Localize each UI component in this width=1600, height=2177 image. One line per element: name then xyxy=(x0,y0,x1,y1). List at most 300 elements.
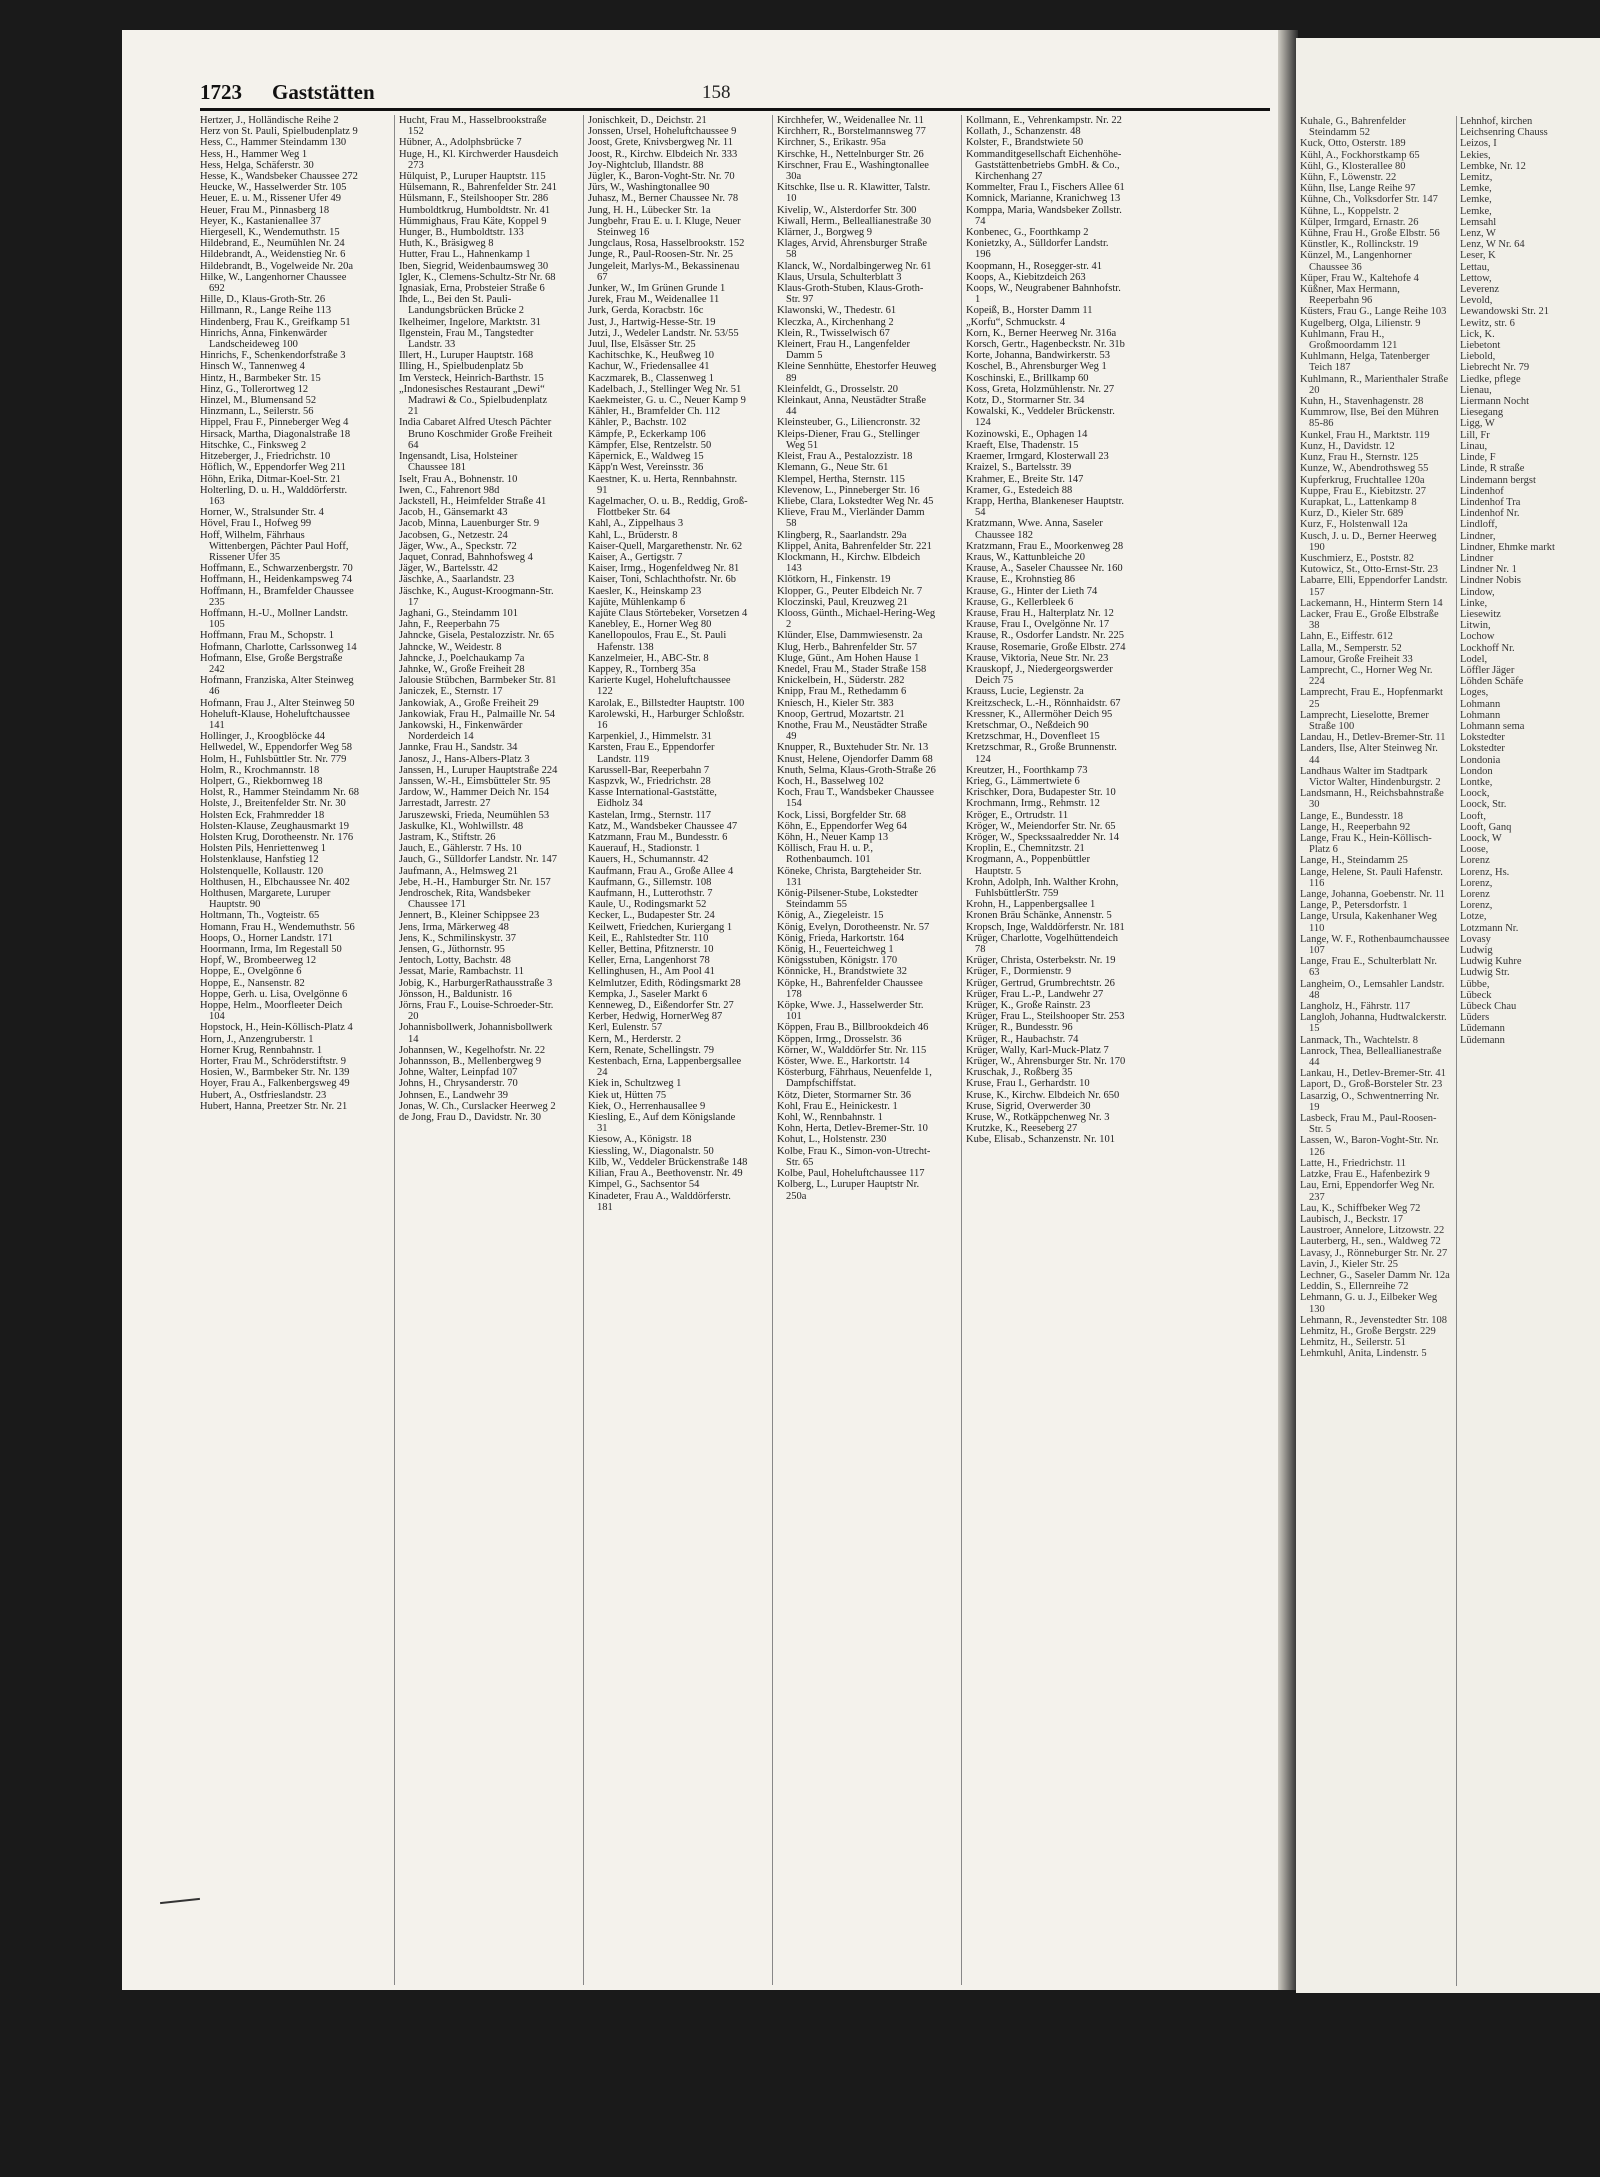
directory-entry: Lindner Nobis xyxy=(1460,575,1521,587)
directory-entry: Karpenkiel, J., Himmelstr. 31 xyxy=(588,731,712,743)
directory-entry: Köppen, Frau B., Billbrookdeich 46 xyxy=(777,1022,929,1034)
directory-entry: Krüger, Charlotte, Vogelhüttendeich 78 xyxy=(966,932,1118,956)
directory-entry: Liesewitz xyxy=(1460,608,1501,620)
directory-entry: König, Frieda, Harkortstr. 164 xyxy=(777,932,905,944)
directory-entry: Lavin, J., Kieler Str. 25 xyxy=(1300,1258,1398,1270)
directory-entry: Lamprecht, C., Horner Weg Nr. 224 xyxy=(1300,664,1433,688)
directory-entry: Klemann, G., Neue Str. 61 xyxy=(777,462,889,474)
directory-entry: Langholz, H., Fährstr. 117 xyxy=(1300,1001,1411,1013)
directory-entry: Kruse, Frau I., Gerhardstr. 10 xyxy=(966,1078,1090,1090)
directory-entry: Liebetont xyxy=(1460,340,1501,352)
directory-entry: Kern, M., Herderstr. 2 xyxy=(588,1033,682,1045)
directory-entry: Klein, R., Twisselwisch 67 xyxy=(777,327,890,339)
directory-entry: Illert, H., Luruper Hauptstr. 168 xyxy=(399,350,534,362)
directory-entry: Kohut, L., Holstenstr. 230 xyxy=(777,1134,887,1146)
directory-entry: Lange, Johanna, Goebenstr. Nr. 11 xyxy=(1300,889,1445,901)
directory-entry: Lau, K., Schiffbeker Weg 72 xyxy=(1300,1202,1421,1214)
directory-entry: Lohmann sema xyxy=(1460,720,1525,732)
directory-entry: Ignasiak, Erna, Probsteier Straße 6 xyxy=(399,283,545,295)
directory-entry: Laustroer, Annelore, Litzowstr. 22 xyxy=(1300,1225,1445,1237)
page-gutter xyxy=(1278,30,1298,1990)
directory-entry: Lokstedter xyxy=(1460,732,1505,744)
directory-entry: Humboldtkrug, Humboldtstr. Nr. 41 xyxy=(399,204,551,216)
directory-entry: Lange, Helene, St. Pauli Hafenstr. 116 xyxy=(1300,866,1443,889)
directory-entry: Liermann Nocht xyxy=(1460,396,1530,408)
directory-entry: Lehmann, R., Jevenstedter Str. 108 xyxy=(1300,1314,1447,1326)
directory-entry: Kanebley, E., Horner Weg 80 xyxy=(588,619,712,631)
directory-entry: Jahncke, W., Weidestr. 8 xyxy=(399,641,502,653)
page-header xyxy=(200,80,1270,106)
directory-entry: Kerl, Eulenstr. 57 xyxy=(588,1022,663,1034)
directory-entry: Jankowski, H., Finkenwärder Norderdeich 14 xyxy=(399,719,523,743)
directory-entry: Hess, C., Hammer Steindamm 130 xyxy=(200,137,347,149)
directory-entry: Hubert, A., Ostfrieslandstr. 23 xyxy=(200,1089,327,1101)
directory-entry: Loock, xyxy=(1460,788,1490,800)
directory-entry: Lavasy, J., Rönneburger Str. Nr. 27 xyxy=(1300,1247,1448,1259)
directory-entry: Kupferkrug, Fruchtallee 120a xyxy=(1300,474,1425,486)
directory-entry: Künstler, K., Rollinckstr. 19 xyxy=(1300,239,1419,251)
directory-entry: Lenz, W xyxy=(1460,228,1496,240)
directory-entry: Kaspzvk, W., Friedrichstr. 28 xyxy=(588,775,711,787)
directory-entry: Kuschmierz, E., Poststr. 82 xyxy=(1300,552,1415,564)
directory-entry: Joost, Grete, Knivsbergweg Nr. 11 xyxy=(588,137,733,149)
directory-entry: Kraemer, Irmgard, Klosterwall 23 xyxy=(966,451,1109,463)
directory-entry: König-Pilsener-Stube, Lokstedter Steindamm 55 xyxy=(777,888,918,911)
directory-entry: Kahl, A., Zippelhaus 3 xyxy=(588,518,684,530)
directory-entry: Lange, Frau K., Hein-Köllisch-Platz 6 xyxy=(1300,833,1432,856)
directory-entry: Lamour, Große Freiheit 33 xyxy=(1300,653,1413,665)
directory-entry: Lohmann xyxy=(1460,698,1501,710)
directory-entry: Kolster, F., Brandstwiete 50 xyxy=(966,137,1084,149)
directory-entry: Köhn, E., Eppendorfer Weg 64 xyxy=(777,820,907,832)
directory-entry: Klärner, J., Borgweg 9 xyxy=(777,227,873,239)
directory-entry: Königsstuben, Königstr. 170 xyxy=(777,955,898,967)
directory-entry: Junker, W., Im Grünen Grunde 1 xyxy=(588,283,726,295)
directory-entry: Lehmann, G. u. J., Eilbeker Weg 130 xyxy=(1300,1292,1438,1315)
directory-entry: Kraizel, S., Bartelsstr. 39 xyxy=(966,462,1072,474)
directory-entry: Lemke, xyxy=(1460,194,1492,206)
directory-entry: Kunze, W., Abendrothsweg 55 xyxy=(1300,463,1429,475)
directory-entry: Jobig, K., HarburgerRathausstraße 3 xyxy=(399,977,553,989)
directory-entry: Iben, Siegrid, Weidenbaumsweg 30 xyxy=(399,260,549,272)
directory-entry: Kloczinski, Paul, Kreuzweg 21 xyxy=(777,596,908,608)
directory-entry: Johns, H., Chrysanderstr. 70 xyxy=(399,1078,518,1090)
directory-entry: Heyer, K., Kastanienallee 37 xyxy=(200,215,321,227)
directory-entry: Krause, A., Saseler Chaussee Nr. 160 xyxy=(966,563,1123,575)
directory-entry: Jaufmann, A., Helmsweg 21 xyxy=(399,865,518,877)
directory-entry: Jaruszewski, Frieda, Neumühlen 53 xyxy=(399,809,550,821)
directory-entry: Hülsmann, F., Steilshooper Str. 286 xyxy=(399,193,549,205)
directory-entry: Lorenz xyxy=(1460,855,1490,867)
directory-entry: Lemke, xyxy=(1460,205,1492,217)
directory-entry: Keller, Erna, Langenhorst 78 xyxy=(588,955,710,967)
directory-entry: Kachur, W., Friedensallee 41 xyxy=(588,361,710,373)
directory-entry: Jardow, W., Hammer Deich Nr. 154 xyxy=(399,787,550,799)
directory-entry: Jensen, G., Jüthornstr. 95 xyxy=(399,944,505,956)
directory-entry: Holsten Pils, Henriettenweg 1 xyxy=(200,843,326,855)
directory-entry: Kajüte Claus Störtebeker, Vorsetzen 4 xyxy=(588,607,748,619)
directory-entry: Lindner Nr. 1 xyxy=(1460,564,1517,576)
directory-entry: Lamprecht, Frau E., Hopfenmarkt 25 xyxy=(1300,687,1443,710)
directory-entry: Linau, xyxy=(1460,440,1488,452)
directory-entry: Krüger, Gertrud, Grumbrechtstr. 26 xyxy=(966,977,1115,989)
directory-entry: Holterling, D. u. H., Walddörferstr. 163 xyxy=(200,484,348,507)
directory-entry: Jäger, Ww., A., Speckstr. 72 xyxy=(399,540,517,552)
directory-entry: Kiesow, A., Königstr. 18 xyxy=(588,1134,692,1146)
directory-entry: Jessat, Marie, Rambachstr. 11 xyxy=(399,966,525,978)
directory-entry: Löhden Schäfe xyxy=(1460,676,1524,688)
directory-entry: Hopf, W., Brombeerweg 12 xyxy=(200,955,317,967)
directory-entry: Kruse, Sigrid, Overwerder 30 xyxy=(966,1100,1091,1112)
directory-entry: Kaiser, Toni, Schlachthofstr. Nr. 6b xyxy=(588,574,736,586)
directory-entry: Lassen, W., Baron-Voght-Str. Nr. 126 xyxy=(1300,1135,1439,1158)
directory-entry: Kaufmann, H., Lutterothstr. 7 xyxy=(588,888,713,900)
directory-entry: Liebrecht Nr. 79 xyxy=(1460,362,1530,374)
directory-entry: Lanmack, Th., Wachtelstr. 8 xyxy=(1300,1034,1419,1046)
directory-entry: Lanrock, Thea, Belleallianestraße 44 xyxy=(1300,1045,1442,1069)
directory-entry: Landsmann, H., Reichsbahnstraße 30 xyxy=(1300,788,1444,811)
directory-entry: Hitschke, C., Finksweg 2 xyxy=(200,439,307,451)
directory-entry: Kaule, U., Rodingsmarkt 52 xyxy=(588,899,707,911)
directory-entry: Jaghani, G., Steindamm 101 xyxy=(399,607,518,619)
directory-entry: London xyxy=(1460,765,1493,777)
right-column-1 xyxy=(1300,116,1450,1986)
directory-entry: Jurk, Gerda, Koracbstr. 16c xyxy=(588,305,704,317)
directory-entry: Kilian, Frau A., Beethovenstr. Nr. 49 xyxy=(588,1168,743,1180)
directory-entry: Holste, J., Breitenfelder Str. Nr. 30 xyxy=(200,798,346,810)
directory-entry: Jarrestadt, Jarrestr. 27 xyxy=(399,798,491,810)
directory-entry: Kaiser, A., Gertigstr. 7 xyxy=(588,551,683,563)
directory-entry: Kahl, L., Brüderstr. 8 xyxy=(588,529,678,541)
directory-entry: Holm, H., Fuhlsbüttler Str. Nr. 779 xyxy=(200,753,347,765)
directory-entry: Hertzer, J., Holländische Reihe 2 xyxy=(200,115,339,126)
directory-entry: Lange, Ursula, Kakenhaner Weg 110 xyxy=(1300,911,1437,934)
directory-entry: Kruschak, J., Roßberg 35 xyxy=(966,1067,1073,1079)
section-title: Gaststätten xyxy=(272,80,375,104)
directory-entry: Kunz, Frau H., Sternstr. 125 xyxy=(1300,452,1419,464)
directory-entry: Horner Krug, Rennbahnstr. 1 xyxy=(200,1044,323,1056)
directory-entry: Krüger, F., Dormienstr. 9 xyxy=(966,966,1072,978)
directory-entry: Kirchner, S., Erikastr. 95a xyxy=(777,137,886,149)
directory-entry: Höhn, Erika, Ditmar-Koel-Str. 21 xyxy=(200,473,341,485)
directory-entry: Lekies, xyxy=(1460,149,1491,161)
directory-entry: Küsters, Frau G., Lange Reihe 103 xyxy=(1300,306,1447,318)
directory-entry: Klötkorn, H., Finkenstr. 19 xyxy=(777,574,891,586)
directory-entry: Konbenec, G., Foorthkamp 2 xyxy=(966,227,1089,239)
directory-entry: Krüger, Christa, Osterbekstr. Nr. 19 xyxy=(966,955,1116,967)
directory-entry: Lamprecht, Lieselotte, Bremer Straße 100 xyxy=(1300,709,1429,732)
directory-entry: Klaus-Groth-Stuben, Klaus-Groth-Str. 97 xyxy=(777,283,924,306)
directory-entry: Hövel, Frau I., Hofweg 99 xyxy=(200,518,312,530)
directory-entry: Jauch, E., Gählerstr. 7 Hs. 10 xyxy=(399,843,522,855)
directory-entry: Kaiser-Quell, Margarethenstr. Nr. 62 xyxy=(588,540,743,552)
directory-entry: Latte, H., Friedrichstr. 11 xyxy=(1300,1157,1407,1169)
directory-entry: Hubert, Hanna, Preetzer Str. Nr. 21 xyxy=(200,1100,348,1112)
directory-entry: Lindner, Ehmke markt xyxy=(1460,541,1555,553)
directory-entry: Kühne, Frau H., Große Elbstr. 56 xyxy=(1300,228,1440,240)
directory-entry: Kuhlmann, Frau H., Großmoordamm 121 xyxy=(1300,328,1398,352)
directory-entry: Leddin, S., Ellernreihe 72 xyxy=(1300,1281,1409,1293)
directory-entry: Igler, K., Clemens-Schultz-Str Nr. 68 xyxy=(399,271,556,283)
directory-entry: Jentoch, Lotty, Bachstr. 48 xyxy=(399,955,511,967)
directory-entry: Kurz, F., Holstenwall 12a xyxy=(1300,519,1408,531)
directory-entry: Katzmann, Frau M., Bundesstr. 6 xyxy=(588,832,728,843)
directory-entry: Jauch, G., Sülldorfer Landstr. Nr. 147 xyxy=(399,854,558,866)
directory-entry: Jungbehr, Frau E. u. I. Kluge, Neuer Steinweg 16 xyxy=(588,215,741,239)
directory-entry: Kiesling, E., Auf dem Königslande 31 xyxy=(588,1112,736,1135)
directory-entry: Lovasy xyxy=(1460,933,1491,945)
directory-entry: Kugelberg, Olga, Lilienstr. 9 xyxy=(1300,317,1421,329)
directory-entry: Kaufmann, Frau A., Große Allee 4 xyxy=(588,865,734,877)
directory-entry: Holthusen, H., Elbchaussee Nr. 402 xyxy=(200,876,350,888)
directory-entry: Klingberg, R., Saarlandstr. 29a xyxy=(777,529,907,541)
directory-entry: Ludwig Kuhre xyxy=(1460,956,1522,968)
directory-entry: Köster, Wwe. E., Harkortstr. 14 xyxy=(777,1056,910,1068)
directory-entry: Krüger, R., Bundesstr. 96 xyxy=(966,1022,1073,1034)
directory-entry: Kleips-Diener, Frau G., Stellinger Weg 51 xyxy=(777,428,920,451)
directory-entry: Lettow, xyxy=(1460,272,1492,284)
directory-entry: Klages, Arvid, Ahrensburger Straße 58 xyxy=(777,238,927,261)
directory-entry: Junge, R., Paul-Roosen-Str. Nr. 25 xyxy=(588,249,733,261)
directory-entry: Lill, Fr xyxy=(1460,429,1490,441)
directory-entry: Heucke, W., Hasselwerder Str. 105 xyxy=(200,182,347,194)
directory-entry: Lick, K. xyxy=(1460,328,1495,340)
directory-entry: Kühne, Ch., Volksdorfer Str. 147 xyxy=(1300,194,1438,206)
directory-entry: Hoyer, Frau A., Falkenbergsweg 49 xyxy=(200,1078,350,1090)
directory-entry: Im Versteck, Heinrich-Barthstr. 15 xyxy=(399,372,544,384)
directory-entry: Hellwedel, W., Eppendorfer Weg 58 xyxy=(200,742,353,754)
directory-entry: Lehmitz, H., Große Bergstr. 229 xyxy=(1300,1325,1436,1337)
directory-entry: Hoppe, E., Nansenstr. 82 xyxy=(200,977,305,989)
directory-entry: König, A., Ziegeleistr. 15 xyxy=(777,910,884,922)
directory-entry: Kanzelmeier, H., ABC-Str. 8 xyxy=(588,652,709,664)
directory-entry: Lorenz, xyxy=(1460,877,1493,889)
directory-entry: Klug, Herb., Bahrenfelder Str. 57 xyxy=(777,641,917,653)
directory-entry: Janssen, W.-H., Eimsbütteler Str. 95 xyxy=(399,775,551,787)
page-number: 1723 xyxy=(200,80,242,104)
directory-entry: Ilgenstein, Frau M., Tangstedter Landstr. 33 xyxy=(399,327,534,351)
directory-entry: Kagelmacher, O. u. B., Reddig, Groß-Flottbeker Str. 64 xyxy=(588,495,748,519)
directory-entry: Ihde, L., Bei den St. Pauli-Landungsbrücken Brücke 2 xyxy=(399,294,525,317)
directory-entry: Löffler Jäger xyxy=(1460,664,1515,676)
directory-entry: Krutzke, K., Reeseberg 27 xyxy=(966,1123,1078,1135)
directory-entry: Kurapkat, L., Lattenkamp 8 xyxy=(1300,496,1417,508)
directory-entry: Kniesch, H., Kieler Str. 383 xyxy=(777,697,894,709)
directory-entry: Hosien, W., Barmbeker Str. Nr. 139 xyxy=(200,1067,350,1079)
directory-entry: Kraus, W., Kattunbleiche 20 xyxy=(966,551,1085,563)
directory-entry: Jurek, Frau M., Weidenallee 11 xyxy=(588,294,720,306)
directory-entry: Hoffmann, E., Schwarzenbergstr. 70 xyxy=(200,563,353,575)
directory-entry: Kommanditgesellschaft Eichenhöhe-Gaststättenbetriebs GmbH. & Co., Kirchenhang 27 xyxy=(966,148,1122,183)
directory-entry: Krochmann, Irmg., Rehmstr. 12 xyxy=(966,798,1100,810)
directory-entry: Lettau, xyxy=(1460,261,1490,273)
directory-entry: Horner, W., Stralsunder Str. 4 xyxy=(200,507,324,519)
directory-entry: Köhn, H., Neuer Kamp 13 xyxy=(777,832,889,843)
directory-entry: Johnsen, E., Landwehr 39 xyxy=(399,1089,509,1101)
directory-entry: Lange, P., Petersdorfstr. 1 xyxy=(1300,900,1408,912)
directory-entry: Holm, R., Krochmannstr. 18 xyxy=(200,764,320,776)
directory-entry: Krüger, W., Ahrensburger Str. Nr. 170 xyxy=(966,1056,1126,1068)
directory-entry: Keller, Bettina, Pfitznerstr. 10 xyxy=(588,944,714,956)
directory-entry: Litwin, xyxy=(1460,620,1491,632)
directory-entry: Krause, G., Hinter der Lieth 74 xyxy=(966,585,1098,597)
directory-entry: Kanellopoulos, Frau E., St. Pauli Hafenstr. 138 xyxy=(588,630,727,653)
directory-entry: Jalousie Stübchen, Barmbeker Str. 81 xyxy=(399,675,557,687)
directory-entry: Ingensandt, Lisa, Holsteiner Chaussee 181 xyxy=(399,451,518,474)
directory-entry: Hoffmann, H., Heidenkampsweg 74 xyxy=(200,574,353,586)
directory-entry: Krause, Viktoria, Neue Str. Nr. 23 xyxy=(966,652,1109,664)
directory-entry: Ikelheimer, Ingelore, Marktstr. 31 xyxy=(399,316,541,328)
directory-entry: Jahncke, Gisela, Pestalozzistr. Nr. 65 xyxy=(399,630,555,642)
directory-entry: Kreutzer, H., Foorthkamp 73 xyxy=(966,764,1088,776)
directory-entry: Lehmitz, H., Seilerstr. 51 xyxy=(1300,1337,1406,1349)
directory-entry: Lechner, G., Saseler Damm Nr. 12a xyxy=(1300,1269,1450,1281)
directory-entry: Langheim, O., Lemsahler Landstr. 48 xyxy=(1300,978,1445,1001)
directory-entry: Juhasz, M., Berner Chaussee Nr. 78 xyxy=(588,193,739,205)
directory-entry: Krahmer, E., Breite Str. 147 xyxy=(966,473,1084,485)
directory-entry: Lohmann xyxy=(1460,709,1501,721)
directory-entry: Jügler, K., Baron-Voght-Str. Nr. 70 xyxy=(588,171,735,183)
directory-entry: Hillmann, R., Lange Reihe 113 xyxy=(200,305,332,317)
directory-entry: Lauterberg, H., sen., Waldweg 72 xyxy=(1300,1236,1441,1248)
directory-entry: Kiessling, W., Diagonalstr. 50 xyxy=(588,1145,714,1157)
directory-entry: Knupper, R., Buxtehuder Str. Nr. 13 xyxy=(777,742,929,754)
directory-entry: Kunz, H., Davidstr. 12 xyxy=(1300,440,1395,452)
directory-entry: Hess, Helga, Schäferstr. 30 xyxy=(200,159,314,171)
right-page xyxy=(1296,38,1600,1993)
directory-entry: Hoff, Wilhelm, Fährhaus Wittenbergen, Pächter Paul Hoff, Rissener Ufer 35 xyxy=(200,529,349,563)
directory-entry: Laubisch, J., Beckstr. 17 xyxy=(1300,1213,1403,1225)
directory-entry: Lorenz xyxy=(1460,889,1490,901)
directory-entry: Jens, K., Schmilinskystr. 37 xyxy=(399,932,516,944)
directory-entry: Külper, Irmgard, Ernastr. 26 xyxy=(1300,216,1419,228)
directory-entry: Kressner, K., Allermöher Deich 95 xyxy=(966,708,1113,720)
directory-entry: Kröger, W., Meiendorfer Str. Nr. 65 xyxy=(966,820,1116,832)
directory-entry: Johannsson, B., Mellenbergweg 9 xyxy=(399,1056,542,1068)
directory-entry: Knuth, Selma, Klaus-Groth-Straße 26 xyxy=(777,764,936,776)
directory-entry: Höflich, W., Eppendorfer Weg 211 xyxy=(200,462,346,474)
directory-entry: Holstenklause, Hanfstieg 12 xyxy=(200,854,319,866)
directory-entry: Knoop, Gertrud, Mozartstr. 21 xyxy=(777,708,905,720)
directory-entry: Kastelan, Irmg., Sternstr. 117 xyxy=(588,809,711,821)
directory-entry: Krauss, Lucie, Legienstr. 2a xyxy=(966,686,1084,698)
directory-entry: Lochow xyxy=(1460,631,1495,643)
directory-entry: Ludwig Str. xyxy=(1460,967,1510,979)
directory-entry: Johannisbollwerk, Johannisbollwerk 14 xyxy=(399,1022,553,1045)
directory-entry: Jahnke, W., Große Freiheit 28 xyxy=(399,663,525,675)
directory-entry: Hesse, K., Wandsbeker Chaussee 272 xyxy=(200,171,358,183)
directory-entry: Hoffmann, H.-U., Mollner Landstr. 105 xyxy=(200,607,348,631)
directory-entry: Liesegang xyxy=(1460,407,1504,419)
directory-entry: Labarre, Elli, Eppendorfer Landstr. 157 xyxy=(1300,575,1448,598)
directory-entry: Lankau, H., Detlev-Bremer-Str. 41 xyxy=(1300,1068,1446,1080)
directory-entry: Kurz, D., Kieler Str. 689 xyxy=(1300,508,1404,520)
column-2 xyxy=(394,115,559,1985)
directory-entry: Jungclaus, Rosa, Hasselbrookstr. 152 xyxy=(588,238,745,250)
directory-entry: Klockmann, H., Kirchw. Elbdeich 143 xyxy=(777,551,921,575)
directory-entry: Latzke, Frau E., Hafenbezirk 9 xyxy=(1300,1169,1430,1181)
directory-entry: Koops, W., Neugrabener Bahnhofstr. 1 xyxy=(966,283,1121,306)
directory-entry: Landau, H., Detlev-Bremer-Str. 11 xyxy=(1300,732,1446,744)
directory-entry: Kozinowski, E., Ophagen 14 xyxy=(966,428,1088,440)
directory-entry: Kluge, Günt., Am Hohen Hause 1 xyxy=(777,652,920,664)
directory-entry: Holsten-Klause, Zeughausmarkt 19 xyxy=(200,820,350,832)
directory-entry: Looft, Ganq xyxy=(1460,821,1512,833)
directory-entry: Hildebrandt, B., Vogelweide Nr. 20a xyxy=(200,260,354,272)
directory-entry: Karsten, Frau E., Eppendorfer Landstr. 119 xyxy=(588,742,715,765)
directory-entry: Krüger, Wally, Karl-Muck-Platz 7 xyxy=(966,1044,1109,1056)
directory-entry: Iselt, Frau A., Bohnenstr. 10 xyxy=(399,473,518,485)
directory-entry: Lewandowski Str. 21 xyxy=(1460,306,1549,318)
directory-entry: Jebe, H.-H., Hamburger Str. Nr. 157 xyxy=(399,876,551,888)
header-middle-number: 158 xyxy=(702,82,731,103)
directory-entry: Koss, Greta, Holzmühlenstr. Nr. 27 xyxy=(966,383,1115,395)
directory-entry: Jürs, W., Washingtonallee 90 xyxy=(588,182,710,194)
directory-entry: Hinzmann, L., Seilerstr. 56 xyxy=(200,406,314,418)
directory-entry: Kecker, L., Budapester Str. 24 xyxy=(588,910,715,922)
directory-entry: Hutter, Frau L., Hahnenkamp 1 xyxy=(399,249,531,261)
directory-entry: Kühl, G., Klosterallee 80 xyxy=(1300,160,1406,172)
directory-entry: Kleist, Frau A., Pestalozzistr. 18 xyxy=(777,451,913,463)
directory-entry: Hiergesell, K., Wendemuthstr. 15 xyxy=(200,227,340,239)
directory-entry: Käpernick, E., Waldweg 15 xyxy=(588,451,704,463)
directory-entry: Kaczmarek, B., Classenweg 1 xyxy=(588,372,714,384)
directory-entry: Kratzmann, Wwe. Anna, Saseler Chaussee 182 xyxy=(966,518,1103,541)
directory-entry: Holstenquelle, Kollaustr. 120 xyxy=(200,865,324,877)
directory-entry: Kliebe, Clara, Lokstedter Weg Nr. 45 xyxy=(777,495,934,507)
directory-entry: Langloh, Johanna, Hudtwalckerstr. 15 xyxy=(1300,1012,1447,1035)
directory-entry: Kronen Bräu Schänke, Annenstr. 5 xyxy=(966,910,1112,922)
directory-entry: Kollath, J., Schanzenstr. 48 xyxy=(966,126,1081,138)
directory-entry: Kiek in, Schultzweg 1 xyxy=(588,1078,682,1090)
directory-entry: Lange, E., Bundesstr. 18 xyxy=(1300,810,1403,822)
directory-entry: Kimpel, G., Sachsentor 54 xyxy=(588,1179,700,1191)
right-column-2 xyxy=(1456,116,1600,1986)
directory-entry: Hoops, O., Horner Landstr. 171 xyxy=(200,932,333,944)
directory-entry: Kröger, E., Ortrudstr. 11 xyxy=(966,809,1069,821)
directory-entry: Kasse International-Gaststätte, Eidholz 34 xyxy=(588,787,717,810)
directory-entry: Holst, R., Hammer Steindamm Nr. 68 xyxy=(200,787,359,799)
directory-entry: Klanck, W., Nordalbingerweg Nr. 61 xyxy=(777,260,932,272)
directory-entry: Kirschke, H., Nettelnburger Str. 26 xyxy=(777,148,924,160)
directory-entry: Lindner xyxy=(1460,552,1494,564)
directory-entry: Lehmkuhl, Anita, Lindenstr. 5 xyxy=(1300,1348,1427,1360)
directory-entry: Karolewski, H., Harburger Schloßstr. 16 xyxy=(588,708,745,731)
directory-entry: Krüger, K., Große Rainstr. 23 xyxy=(966,1000,1091,1012)
directory-entry: Illing, H., Spielbudenplatz 5b xyxy=(399,361,524,373)
directory-entry: Hildebrand, E., Neumühlen Nr. 24 xyxy=(200,238,345,250)
directory-entry: Katz, M., Wandsbeker Chaussee 47 xyxy=(588,820,738,832)
directory-entry: Krause, G., Kellerbleek 6 xyxy=(966,596,1074,608)
directory-entry: Koschinski, E., Brillkamp 60 xyxy=(966,372,1089,384)
directory-entry: Lange, Frau E., Schulterblatt Nr. 63 xyxy=(1300,956,1438,979)
column-5 xyxy=(961,115,1126,1985)
directory-entry: Jönsson, H., Baldunistr. 16 xyxy=(399,988,512,1000)
directory-entry: Hinzel, M., Blumensand 52 xyxy=(200,395,317,407)
directory-entry: Klempel, Hertha, Sternstr. 115 xyxy=(777,473,905,485)
directory-entry: Komnick, Marianne, Kranichweg 13 xyxy=(966,193,1121,205)
directory-entry: Lotzmann Nr. xyxy=(1460,922,1519,934)
directory-entry: Klawonski, W., Thedestr. 61 xyxy=(777,305,897,317)
directory-entry: Lindow, xyxy=(1460,586,1495,598)
directory-entry: Kühl, A., Fockhorstkamp 65 xyxy=(1300,149,1420,161)
directory-entry: Käpp'n West, Vereinsstr. 36 xyxy=(588,462,704,474)
directory-entry: Kleinkaut, Anna, Neustädter Straße 44 xyxy=(777,395,926,418)
directory-entry: Linde, F xyxy=(1460,452,1496,464)
directory-entry: Horn, J., Anzengruberstr. 1 xyxy=(200,1033,314,1045)
directory-entry: Krauskopf, J., Niedergeorgswerder Deich 75 xyxy=(966,663,1113,687)
directory-entry: Kleine Sennhütte, Ehestorfer Heuweg 89 xyxy=(777,361,937,384)
